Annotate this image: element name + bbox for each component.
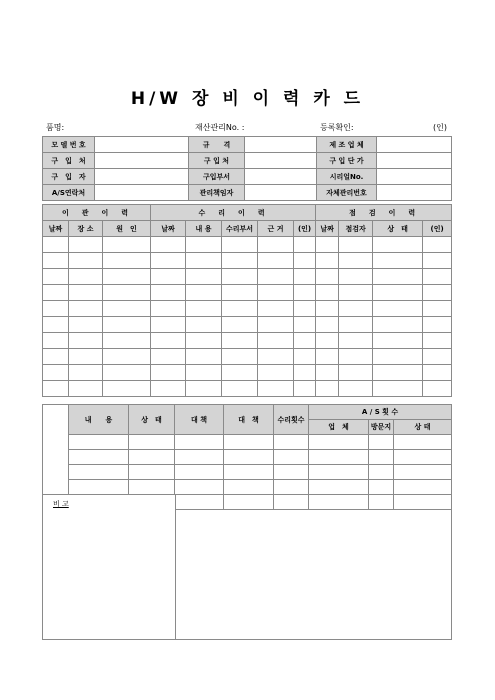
history-cell[interactable]	[423, 269, 452, 285]
as-status-header: 상 태	[129, 405, 175, 435]
as-row	[43, 465, 452, 480]
history-row	[43, 301, 452, 317]
history-cell[interactable]	[103, 301, 151, 317]
history-cell[interactable]	[423, 349, 452, 365]
history-cell[interactable]	[186, 269, 222, 285]
item-name-label: 품명:	[46, 123, 65, 132]
history-cell[interactable]	[294, 317, 316, 333]
history-cell[interactable]	[339, 301, 373, 317]
history-cell[interactable]	[294, 301, 316, 317]
history-cell[interactable]	[43, 349, 69, 365]
history-cell[interactable]	[316, 333, 339, 349]
column-header: 날짜	[151, 221, 186, 237]
history-cell[interactable]	[258, 317, 294, 333]
as-measure-header: 대 책	[175, 405, 224, 435]
history-cell[interactable]	[151, 365, 186, 381]
history-cell[interactable]	[339, 349, 373, 365]
visit-header: 방문지	[369, 420, 394, 435]
history-cell[interactable]	[316, 349, 339, 365]
history-cell[interactable]	[43, 285, 69, 301]
unit-price-field[interactable]	[377, 153, 452, 169]
repair-count-header: 수리횟수	[274, 405, 309, 435]
history-section-row	[43, 205, 452, 221]
history-cell[interactable]	[373, 253, 423, 269]
history-cell[interactable]	[69, 269, 103, 285]
history-cell[interactable]	[373, 301, 423, 317]
history-cell[interactable]	[373, 237, 423, 253]
history-cell[interactable]	[339, 381, 373, 397]
equipment-info-table	[42, 136, 452, 201]
purchaser-label: 구 입 자	[43, 169, 95, 185]
history-cell[interactable]	[103, 349, 151, 365]
history-cell[interactable]	[43, 365, 69, 381]
history-cell[interactable]	[316, 285, 339, 301]
history-cell[interactable]	[151, 301, 186, 317]
history-cell[interactable]	[373, 381, 423, 397]
history-cell[interactable]	[294, 365, 316, 381]
history-cell[interactable]	[258, 349, 294, 365]
history-cell[interactable]	[339, 253, 373, 269]
vendor-label: 구 입 처	[43, 153, 95, 169]
column-header: 상 태	[373, 221, 423, 237]
remarks-label: 비 고	[53, 500, 69, 508]
history-cell[interactable]	[258, 285, 294, 301]
as-state-header: 상 태	[394, 420, 452, 435]
as-contact-label: A/S연락처	[43, 185, 95, 201]
column-header: 장 소	[69, 221, 103, 237]
as-content-header: 내 용	[69, 405, 129, 435]
column-header: (인)	[423, 221, 452, 237]
asset-no-label: 재산관리No. :	[195, 123, 245, 132]
history-cell[interactable]	[43, 237, 69, 253]
history-cell[interactable]	[69, 285, 103, 301]
history-cell[interactable]	[222, 381, 258, 397]
as-count-header: A / S 횟 수	[309, 405, 452, 420]
vendor-field[interactable]	[95, 153, 189, 169]
model-number-field[interactable]	[95, 137, 189, 153]
history-cell[interactable]	[222, 285, 258, 301]
history-cell[interactable]	[423, 253, 452, 269]
history-cell[interactable]	[373, 349, 423, 365]
history-cell[interactable]	[103, 365, 151, 381]
serial-no-field[interactable]	[377, 169, 452, 185]
history-cell[interactable]	[43, 333, 69, 349]
history-cell[interactable]	[316, 269, 339, 285]
history-cell[interactable]	[294, 237, 316, 253]
history-cell[interactable]	[339, 333, 373, 349]
history-cell[interactable]	[103, 333, 151, 349]
history-cell[interactable]	[258, 333, 294, 349]
history-cell[interactable]	[43, 317, 69, 333]
history-cell[interactable]	[339, 317, 373, 333]
column-header: 내 용	[186, 221, 222, 237]
history-cell[interactable]	[186, 317, 222, 333]
column-header: 날짜	[43, 221, 69, 237]
history-row	[43, 269, 452, 285]
history-cell[interactable]	[103, 253, 151, 269]
purchaser-field[interactable]	[95, 169, 189, 185]
info-row	[43, 169, 452, 185]
vendor2-field[interactable]	[245, 153, 317, 169]
history-cell[interactable]	[316, 237, 339, 253]
history-cell[interactable]	[186, 285, 222, 301]
history-cell[interactable]	[69, 317, 103, 333]
unit-price-label: 구 입 단 가	[317, 153, 377, 169]
history-cell[interactable]	[151, 269, 186, 285]
history-cell[interactable]	[151, 381, 186, 397]
manufacturer-field[interactable]	[377, 137, 452, 153]
history-cell[interactable]	[69, 349, 103, 365]
history-cell[interactable]	[222, 269, 258, 285]
history-cell[interactable]	[423, 317, 452, 333]
history-cell[interactable]	[222, 365, 258, 381]
column-header: 수리부서	[222, 221, 258, 237]
history-cell[interactable]	[294, 285, 316, 301]
column-header: (인)	[294, 221, 316, 237]
remarks-cell[interactable]	[43, 495, 176, 640]
history-cell[interactable]	[103, 317, 151, 333]
internal-no-field[interactable]	[377, 185, 452, 201]
history-cell[interactable]	[69, 253, 103, 269]
company-header: 업 체	[309, 420, 369, 435]
page-title: H/W 장 비 이 력 카 드	[130, 89, 365, 109]
history-cell[interactable]	[373, 333, 423, 349]
info-row	[43, 137, 452, 153]
history-cell[interactable]	[103, 237, 151, 253]
history-cell[interactable]	[316, 365, 339, 381]
history-cell[interactable]	[151, 349, 186, 365]
history-row	[43, 317, 452, 333]
history-cell[interactable]	[339, 269, 373, 285]
as-row	[43, 480, 452, 495]
transfer-history-header: 이 관 이 력	[43, 205, 151, 221]
history-cell[interactable]	[339, 285, 373, 301]
history-cell[interactable]	[103, 381, 151, 397]
purchase-dept-label: 구입부서	[189, 169, 245, 185]
history-row	[43, 333, 452, 349]
history-cell[interactable]	[373, 285, 423, 301]
history-row	[43, 253, 452, 269]
history-cell[interactable]	[69, 381, 103, 397]
history-cell[interactable]	[222, 301, 258, 317]
history-cell[interactable]	[69, 301, 103, 317]
spec-field[interactable]	[245, 137, 317, 153]
model-number-label: 모 델 번 호	[43, 137, 95, 153]
column-header: 날짜	[316, 221, 339, 237]
manager-field[interactable]	[245, 185, 317, 201]
history-table	[42, 204, 452, 397]
history-row	[43, 349, 452, 365]
as-contact-field[interactable]	[95, 185, 189, 201]
history-cell[interactable]	[258, 365, 294, 381]
history-cell[interactable]	[151, 333, 186, 349]
history-cell[interactable]	[423, 365, 452, 381]
history-cell[interactable]	[222, 349, 258, 365]
history-cell[interactable]	[294, 269, 316, 285]
registration-label: 등록확인:	[320, 123, 354, 132]
history-cell[interactable]	[69, 237, 103, 253]
history-cell[interactable]	[258, 269, 294, 285]
history-cell[interactable]	[103, 285, 151, 301]
inspection-history-header: 점 검 이 력	[316, 205, 452, 221]
manager-label: 관리책임자	[189, 185, 245, 201]
history-cell[interactable]	[373, 269, 423, 285]
history-cell[interactable]	[69, 365, 103, 381]
history-cell[interactable]	[423, 285, 452, 301]
history-cell[interactable]	[339, 365, 373, 381]
history-cell[interactable]	[316, 317, 339, 333]
column-header: 근 거	[258, 221, 294, 237]
info-row	[43, 153, 452, 169]
as-measure2-header: 대 책	[224, 405, 274, 435]
history-cell[interactable]	[222, 317, 258, 333]
history-cell[interactable]	[423, 333, 452, 349]
history-cell[interactable]	[186, 253, 222, 269]
history-cell[interactable]	[258, 301, 294, 317]
history-cell[interactable]	[186, 301, 222, 317]
history-row	[43, 381, 452, 397]
history-cell[interactable]	[373, 365, 423, 381]
remarks-table	[42, 494, 452, 640]
as-header-row	[43, 405, 452, 420]
history-body	[43, 237, 452, 397]
seal-label: (인)	[433, 123, 447, 132]
column-header: 점검자	[339, 221, 373, 237]
repair-history-header: 수 리 이 력	[151, 205, 316, 221]
history-cell[interactable]	[151, 237, 186, 253]
history-cell[interactable]	[151, 317, 186, 333]
history-cell[interactable]	[316, 301, 339, 317]
history-cell[interactable]	[43, 301, 69, 317]
history-cell[interactable]	[151, 253, 186, 269]
history-cell[interactable]	[294, 253, 316, 269]
history-cell[interactable]	[423, 381, 452, 397]
history-row	[43, 365, 452, 381]
purchase-dept-field[interactable]	[245, 169, 317, 185]
history-cell[interactable]	[186, 333, 222, 349]
vendor2-label: 구 입 처	[189, 153, 245, 169]
spec-label: 규 격	[189, 137, 245, 153]
info-row	[43, 185, 452, 201]
history-cell[interactable]	[186, 381, 222, 397]
history-cell[interactable]	[339, 237, 373, 253]
history-cell[interactable]	[316, 253, 339, 269]
history-cell[interactable]	[258, 237, 294, 253]
manufacturer-label: 제 조 업 체	[317, 137, 377, 153]
history-cell[interactable]	[222, 237, 258, 253]
history-cell[interactable]	[186, 365, 222, 381]
history-cell[interactable]	[222, 253, 258, 269]
remarks-row	[43, 495, 452, 640]
history-cell[interactable]	[103, 269, 151, 285]
history-row	[43, 237, 452, 253]
history-row	[43, 285, 452, 301]
history-cell[interactable]	[373, 317, 423, 333]
history-cell[interactable]	[294, 333, 316, 349]
history-cell[interactable]	[186, 237, 222, 253]
history-cell[interactable]	[258, 381, 294, 397]
history-cell[interactable]	[43, 269, 69, 285]
history-cell[interactable]	[43, 381, 69, 397]
remarks-field[interactable]	[176, 495, 452, 640]
history-cell[interactable]	[294, 349, 316, 365]
history-cell[interactable]	[294, 381, 316, 397]
history-cell[interactable]	[186, 349, 222, 365]
history-cell[interactable]	[151, 285, 186, 301]
history-cell[interactable]	[69, 333, 103, 349]
history-cell[interactable]	[423, 301, 452, 317]
serial-no-label: 시리얼No.	[317, 169, 377, 185]
column-header: 원 인	[103, 221, 151, 237]
history-column-row	[43, 221, 452, 237]
history-cell[interactable]	[258, 253, 294, 269]
as-row	[43, 450, 452, 465]
internal-no-label: 자체관리번호	[317, 185, 377, 201]
as-row	[43, 435, 452, 450]
history-cell[interactable]	[423, 237, 452, 253]
history-cell[interactable]	[222, 333, 258, 349]
history-cell[interactable]	[316, 381, 339, 397]
history-cell[interactable]	[43, 253, 69, 269]
